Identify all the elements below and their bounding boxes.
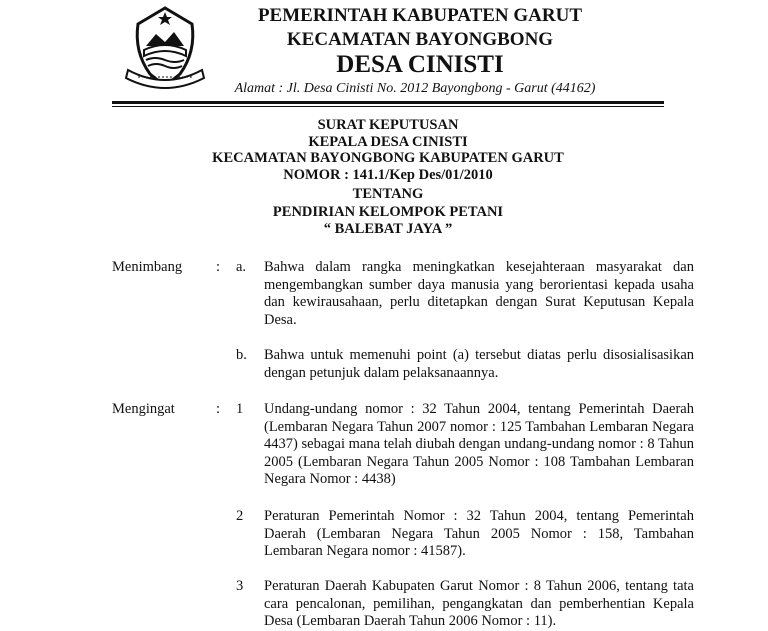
menimbang-label: Menimbang — [112, 259, 183, 275]
decree-title: SURAT KEPUTUSAN — [317, 117, 459, 133]
letterhead-divider-thick — [112, 101, 664, 104]
letterhead-village: DESA CINISTI — [336, 51, 504, 78]
mengingat-item-text: Undang-undang nomor : 32 Tahun 2004, tentang Pemerintah Daerah (Lembaran Negara Tahun 2007 nomor : 125 Tambahan Lembaran Negara 4437) sebagai mana telah diubah dengan undang-undang nomor : 8 Tahun 2005 (Lembaran Negara Tahun 2005 Nomor : 108 Tambahan Lembaran Negara Nomor : 4438) — [264, 401, 694, 487]
letterhead-government: PEMERINTAH KABUPATEN GARUT — [257, 5, 583, 26]
decree-subject: PENDIRIAN KELOMPOK PETANI — [272, 204, 504, 220]
letterhead-district: KECAMATAN BAYONGBONG — [286, 29, 554, 50]
mengingat-item-marker: 3 — [236, 578, 244, 594]
menimbang-item-text: Bahwa untuk memenuhi point (a) tersebut diatas perlu disosialisasikan dengan petunjuk dalam pelaksanaannya. — [264, 347, 694, 381]
decree-issuer: KEPALA DESA CINISTI — [308, 134, 468, 150]
decree-region: KECAMATAN BAYONGBONG KABUPATEN GARUT — [212, 150, 564, 166]
decree-number: NOMOR : 141.1/Kep Des/01/2010 — [283, 167, 493, 183]
menimbang-item-text: Bahwa dalam rangka meningkatkan kesejahteraan masyarakat dan mengembangkan sumber daya manusia yang berorientasi kepada usaha dan kewirausahaan, perlu ditetapkan dengan Surat Keputusan Kepala Desa. — [264, 259, 694, 328]
decree-about-label: TENTANG — [352, 186, 424, 202]
letterhead-address: Alamat : Jl. Desa Cinisti No. 2012 Bayongbong - Garut (44162) — [234, 81, 596, 96]
menimbang-item-marker: b. — [236, 347, 247, 363]
mengingat-colon: : — [216, 401, 221, 417]
menimbang-item-marker: a. — [236, 259, 247, 275]
mengingat-item-text: Peraturan Daerah Kabupaten Garut Nomor : 8 Tahun 2006, tentang tata cara pencalonan, pemilihan, pengangkatan dan pemberhentian Kepala Desa (Lembaran Daerah Tahun 2006 Nomor : 11). — [264, 578, 694, 629]
letterhead-divider-thin — [112, 106, 664, 107]
mengingat-label: Mengingat — [112, 401, 175, 417]
mengingat-item-marker: 1 — [236, 401, 244, 417]
mengingat-item-marker: 2 — [236, 508, 244, 524]
menimbang-colon: : — [216, 259, 221, 275]
mengingat-item-text: Peraturan Pemerintah Nomor : 32 Tahun 2004, tentang Pemerintah Daerah (Lembaran Negara Tahun 2005 Nomor : 158, Tambahan Lembaran Negara nomor : 41587). — [264, 508, 694, 559]
decree-group-name: “ BALEBAT JAYA ” — [323, 221, 453, 237]
